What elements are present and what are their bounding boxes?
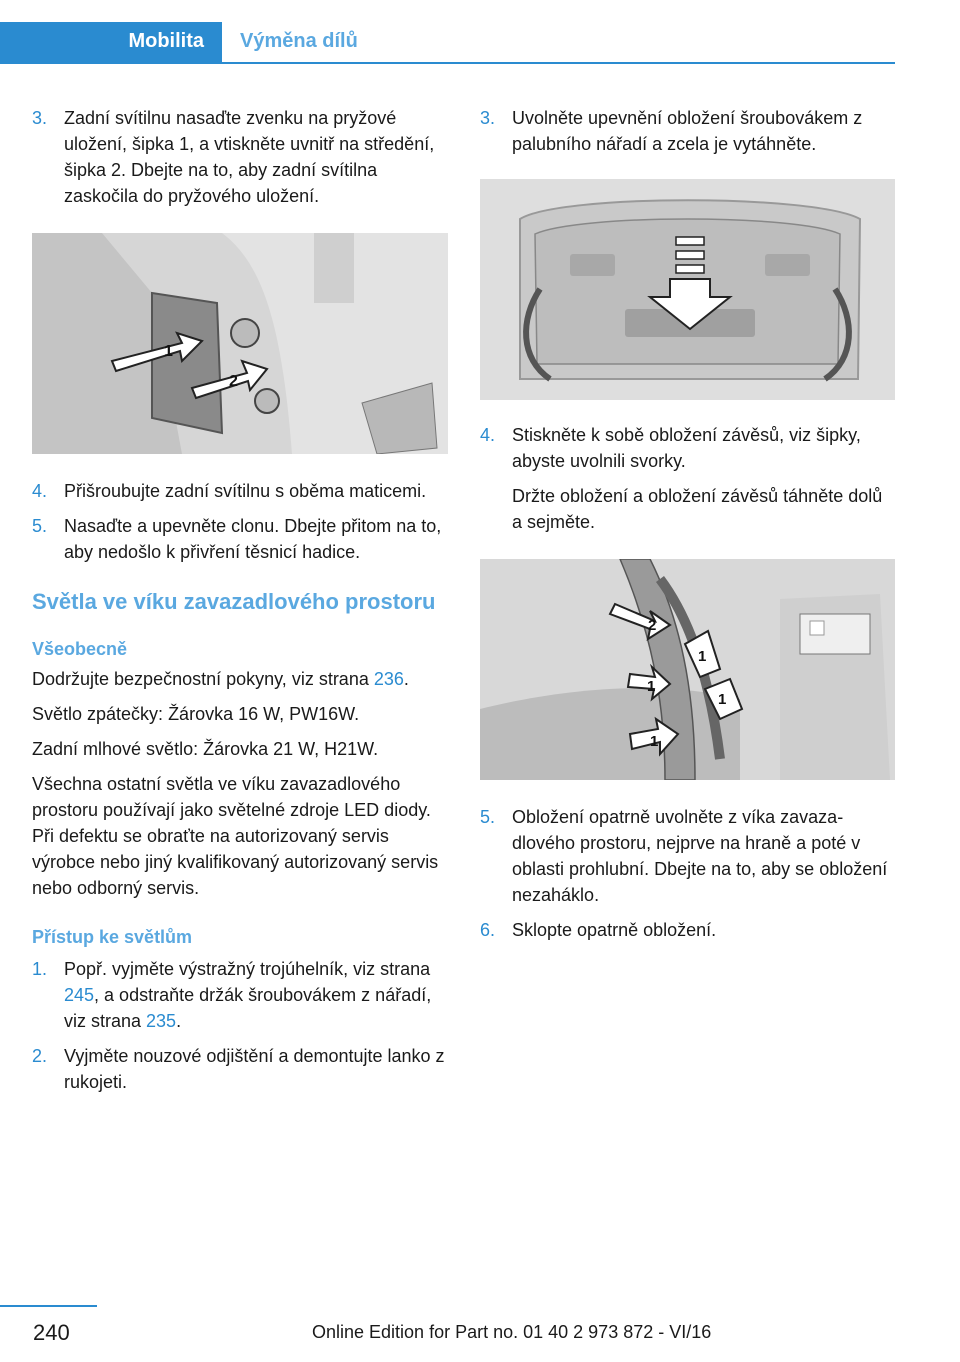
step-text: Zadní svítilnu nasaďte zvenku na pryžové uložení, šipka 1, a vtiskněte uvnitř na středění, šipka 2. Dbejte na to, aby zadní svítilna zaskočila do pryžového uložení. — [64, 108, 435, 206]
right-step-4 — [480, 422, 895, 535]
step-number: 6. — [480, 920, 496, 940]
safety-text: Dodržujte bezpečnostní pokyny, viz strana — [32, 669, 374, 689]
page-link-236[interactable]: 236 — [373, 669, 404, 689]
led-info: Všechna ostatní světla ve víku zavazadlového prostoru používají jako světelné zdroje LED diody. Při defektu se obraťte na autorizovaný servis výrobce nebo jiný kvalifikovaný autorizovaný servis nebo odborný servis. — [32, 774, 439, 898]
edition-note: Online Edition for Part no. 01 40 2 973 872 - VI/16 — [312, 1322, 712, 1342]
step-text: , a odstraňte držák šroubovákem z nářadí, viz strana — [64, 985, 432, 1031]
page-header — [0, 0, 895, 64]
step-text: Přišroubujte zadní svítilnu s oběma maticemi. — [64, 481, 427, 501]
arrow-label-1: 1 — [164, 343, 173, 360]
right-step-6 — [480, 917, 895, 943]
step-text: Uvolněte upevnění obložení šroubovákem z palubního nářadí a zcela je vytáhněte. — [512, 108, 863, 154]
left-step-3 — [32, 105, 448, 209]
step-number: 5. — [480, 807, 496, 827]
right-column — [480, 105, 895, 952]
right-step-5 — [480, 804, 895, 908]
page-number: 240 — [33, 1320, 70, 1345]
access-step-1 — [32, 956, 448, 1034]
step-number: 3. — [32, 108, 48, 128]
page-link-235[interactable]: 235 — [146, 1011, 177, 1031]
hinge-label-1d: 1 — [650, 733, 659, 750]
step-number: 2. — [32, 1046, 48, 1066]
hinge-label-1a: 1 — [698, 648, 707, 665]
access-step-2 — [32, 1043, 448, 1095]
footer-rule — [0, 1305, 97, 1307]
tail-light-illustration — [32, 233, 448, 454]
reverse-light-spec: Světlo zpátečky: Žárovka 16 W, PW16W. — [32, 704, 360, 724]
subsection-tab[interactable]: Výměna dílů — [240, 30, 358, 52]
hinge-label-1b: 1 — [647, 678, 656, 695]
access-heading: Přístup ke světlům — [32, 927, 193, 947]
general-heading: Všeobecně — [32, 639, 128, 659]
period: . — [403, 669, 409, 689]
hinge-label-2: 2 — [648, 617, 657, 634]
section-tab-label: Mobilita — [128, 30, 204, 52]
trunk-lid-trim-illustration — [480, 179, 895, 400]
step-text: Vyjměte nouzové odjištění a demontujte lanko z rukojeti. — [64, 1046, 445, 1092]
step-text: Popř. vyjměte výstražný trojúhelník, viz strana — [64, 959, 431, 979]
arrow-label-2: 2 — [229, 373, 238, 390]
left-step-5 — [32, 513, 448, 565]
period: . — [176, 1011, 182, 1031]
hinge-label-1c: 1 — [718, 691, 727, 708]
fog-light-spec: Zadní mlhové světlo: Žárovka 21 W, H21W. — [32, 739, 379, 759]
left-column — [32, 105, 448, 1104]
safety-reference — [32, 666, 448, 692]
step-number: 4. — [32, 481, 48, 501]
section-heading: Světla ve víku zavazadlového prostoru — [32, 589, 436, 614]
step-number: 4. — [480, 425, 496, 445]
step-number: 1. — [32, 959, 48, 979]
step-text: Sklopte opatrně obložení. — [512, 920, 717, 940]
step-text: Nasaďte a upevněte clonu. Dbejte přitom na to, aby nedošlo k přivření těsnicí hadice. — [64, 516, 442, 562]
right-step-3 — [480, 105, 895, 157]
step-subtext: Držte obložení a obložení závěsů táhněte dolů a sejměte. — [512, 486, 883, 532]
left-step-4 — [32, 478, 448, 504]
page-link-245[interactable]: 245 — [64, 985, 95, 1005]
step-number: 5. — [32, 516, 48, 536]
step-number: 3. — [480, 108, 496, 128]
section-tab[interactable] — [0, 22, 222, 62]
step-text: Obložení opatrně uvolněte z víka zavazadlového prostoru, nejprve na hraně a poté v oblasti prohlubní. Dbejte na to, aby se obložení nezaháklo. — [512, 807, 888, 905]
hinge-trim-illustration — [480, 559, 895, 780]
step-text: Stiskněte k sobě obložení závěsů, viz šipky, abyste uvolnili svorky. — [512, 425, 861, 471]
